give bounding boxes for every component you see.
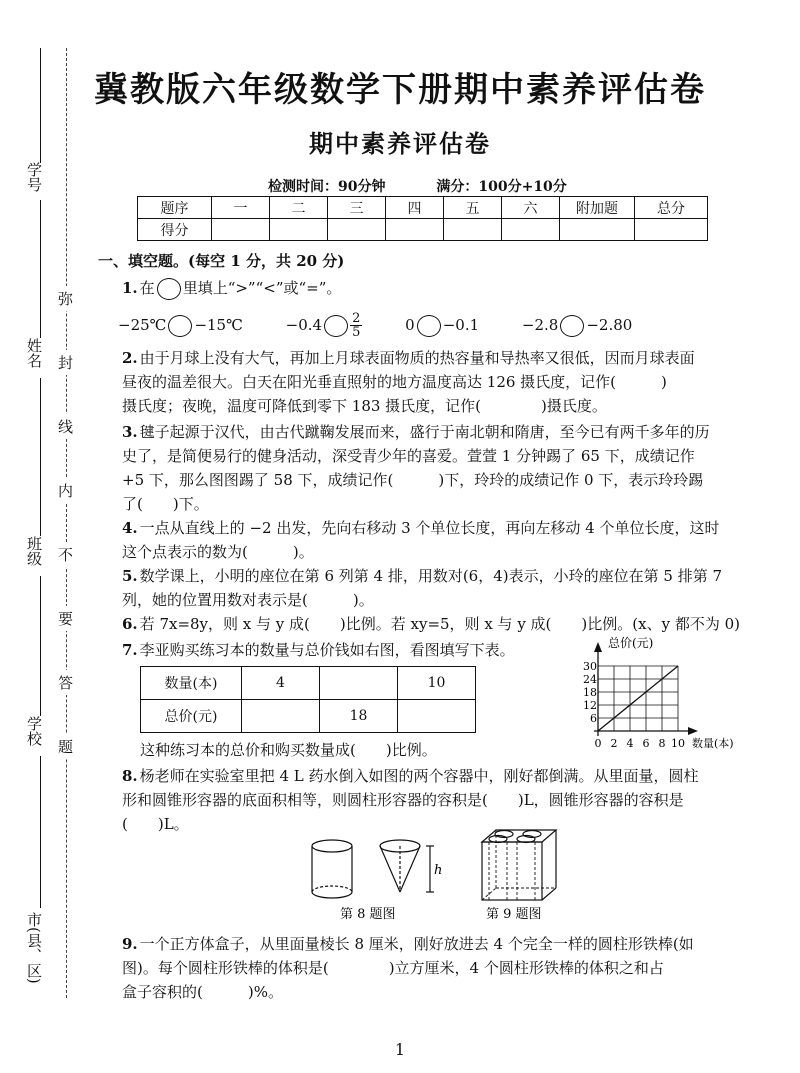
- question-line: 李亚购买练习本的数量与总价钱如右图，看图填写下表。: [139, 641, 515, 659]
- question-number: 9.: [122, 935, 138, 953]
- question-line: 昼夜的温差很大。白天在阳光垂直照射的地方温度高达 126 摄氏度，记作( ): [122, 373, 667, 391]
- q7-table: [140, 666, 476, 733]
- score-cell[interactable]: [502, 219, 560, 241]
- question-3: [122, 420, 762, 516]
- question-number: 6.: [122, 615, 138, 633]
- field-line: [40, 756, 41, 908]
- score-cell[interactable]: [635, 219, 708, 241]
- q1-item-left: −2.8: [521, 315, 559, 334]
- table-cell: 数量(本): [141, 667, 242, 700]
- field-city: 市(县、区): [25, 912, 43, 984]
- q1-item: [285, 311, 363, 340]
- score-header-cell: 三: [328, 197, 386, 219]
- q8-caption: 第 8 题图: [340, 907, 396, 922]
- question-8: [122, 764, 762, 836]
- q7-graph: [578, 632, 750, 756]
- question-number: 7.: [122, 641, 138, 659]
- seal-char: 不: [58, 542, 73, 567]
- seal-dashed-line: [66, 48, 67, 998]
- question-line: 摄氏度；夜晚，温度可降低到零下 183 摄氏度，记作( )摄氏度。: [122, 397, 607, 415]
- cylinder-icon: [312, 840, 352, 852]
- table-cell[interactable]: [320, 667, 398, 700]
- answer-circle[interactable]: [324, 315, 348, 337]
- question-7: [122, 638, 582, 662]
- score-cell[interactable]: [386, 219, 444, 241]
- page-title: 冀教版六年级数学下册期中素养评估卷: [94, 70, 706, 110]
- table-cell: 4: [242, 667, 320, 700]
- question-9: [122, 932, 762, 1004]
- question-line: 列，她的位置用数对表示是( )。: [122, 591, 374, 609]
- score-header-cell: 五: [444, 197, 502, 219]
- question-line: 由于月球上没有大气，再加上月球表面物质的热容量和导热率又很低，因而月球表面: [139, 349, 695, 367]
- seal-char: 弥: [58, 286, 73, 311]
- score-header-cell: 四: [386, 197, 444, 219]
- table-row: [141, 667, 476, 700]
- cube-icon: [482, 830, 556, 900]
- score-header-cell: 一: [212, 197, 270, 219]
- table-cell[interactable]: [242, 700, 320, 733]
- field-student-id: 学号: [25, 162, 43, 192]
- question-line: 一个正方体盒子，从里面量棱长 8 厘米，刚好放进去 4 个完全一样的圆柱形铁棒(如: [139, 935, 694, 953]
- section-heading: 一、填空题。(每空 1 分，共 20 分): [98, 252, 345, 270]
- question-line: +5 下，那么图图踢了 58 下，成绩记作( )下，玲玲的成绩记作 0 下，表示玲玲踢: [122, 471, 704, 489]
- graph-ytick: 6: [590, 712, 597, 725]
- table-cell: 10: [398, 667, 476, 700]
- q9-caption: 第 9 题图: [486, 907, 542, 922]
- field-line: [40, 378, 41, 536]
- graph-xlabel: 数量(本): [692, 737, 734, 750]
- question-line: 盒子容积的( )%。: [122, 983, 283, 1001]
- question-line: 杨老师在实验室里把 4 L 药水倒入如图的两个容器中，刚好都倒满。从里面量，圆柱: [139, 767, 699, 785]
- question-line: 史了，是简便易行的健身活动，深受青少年的喜爱。萱萱 1 分钟踢了 65 下，成绩记作: [122, 447, 695, 465]
- score-table-header-row: [138, 197, 708, 219]
- question-number: 8.: [122, 767, 138, 785]
- fraction-numerator: 2: [352, 311, 361, 326]
- score-cell[interactable]: [444, 219, 502, 241]
- q1-text-b: 里填上“>”“<”或“=”。: [182, 279, 342, 297]
- exam-meta: [268, 176, 613, 196]
- question-line: 了( )下。: [122, 495, 209, 513]
- score-table: [137, 196, 708, 241]
- question-number: 2.: [122, 349, 138, 367]
- q1-item-left: 0: [405, 315, 415, 334]
- question-line: ( )L。: [122, 815, 189, 833]
- page-number: 1: [394, 1040, 406, 1059]
- question-line: 毽子起源于汉代，由古代蹴鞠发展而来，盛行于南北朝和隋唐，至今已有两千多年的历: [139, 423, 710, 441]
- q1-item-right: −0.1: [442, 315, 480, 334]
- seal-char: 题: [58, 734, 73, 759]
- compare-circle-icon: [157, 278, 181, 300]
- graph-ylabel: 总价(元): [608, 636, 654, 650]
- q1-text-a: 在: [139, 279, 155, 297]
- graph-ytick: 18: [583, 686, 597, 699]
- score-header-cell: 二: [270, 197, 328, 219]
- question-line: 数学课上，小明的座位在第 6 列第 4 排，用数对(6，4)表示，小玲的座位在第 5 排第 7: [139, 567, 723, 585]
- table-cell[interactable]: [398, 700, 476, 733]
- fraction-denominator: 5: [352, 325, 361, 340]
- graph-ytick: 24: [583, 673, 597, 686]
- q1-item: [405, 316, 479, 334]
- q1-item: [522, 316, 632, 334]
- question-number: 4.: [122, 519, 138, 537]
- question-1: [122, 276, 762, 300]
- question-line: 若 7x=8y，则 x 与 y 成( )比例。若 xy=5，则 x 与 y 成( )比例。(x、y 都不为 0): [139, 615, 740, 633]
- score-header-cell: 附加题: [560, 197, 635, 219]
- field-school: 学校: [25, 716, 43, 746]
- answer-circle[interactable]: [560, 315, 584, 337]
- score-header-cell: 六: [502, 197, 560, 219]
- score-cell[interactable]: [328, 219, 386, 241]
- q1-item-left: −25℃: [118, 315, 167, 334]
- graph-ytick: 12: [583, 699, 597, 712]
- exam-full-score: 满分：100分+10分: [436, 179, 567, 195]
- table-cell: 总价(元): [141, 700, 242, 733]
- question-number: 1.: [122, 279, 138, 297]
- score-table-score-row: [138, 219, 708, 241]
- graph-xtick: 0: [594, 737, 602, 750]
- exam-time: 检测时间：90分钟: [268, 179, 386, 195]
- fraction: [350, 312, 362, 339]
- q1-item: [118, 316, 243, 334]
- score-header-cell: 总分: [635, 197, 708, 219]
- graph-xtick: 6: [642, 737, 650, 750]
- table-cell: 18: [320, 700, 398, 733]
- height-label: h: [434, 863, 443, 878]
- graph-ytick: 30: [583, 660, 597, 673]
- seal-char: 线: [58, 414, 73, 439]
- page-subtitle: 期中素养评估卷: [309, 129, 491, 158]
- question-number: 5.: [122, 567, 138, 585]
- seal-char: 内: [58, 478, 73, 503]
- question-4: [122, 516, 762, 564]
- graph-xtick: 4: [626, 737, 634, 750]
- field-class: 班级: [25, 536, 43, 566]
- seal-char: 要: [58, 606, 73, 631]
- field-line: [40, 576, 41, 716]
- question-line: 这个点表示的数为( )。: [122, 543, 314, 561]
- question-5: [122, 564, 762, 612]
- question-2: [122, 346, 762, 418]
- field-name: 姓名: [25, 338, 43, 368]
- field-line: [40, 200, 41, 338]
- score-header-cell: 题序: [138, 197, 212, 219]
- q8-figure: [300, 832, 450, 922]
- q1-item-right: −2.80: [586, 315, 633, 334]
- score-row-label: 得分: [138, 219, 212, 241]
- score-cell[interactable]: [560, 219, 635, 241]
- seal-char: 封: [58, 350, 73, 375]
- question-line: 形和圆锥形容器的底面积相等，则圆柱形容器的容积是( )L，圆锥形容器的容积是: [122, 791, 684, 809]
- q7-after: 这种练习本的总价和购买数量成( )比例。: [140, 741, 437, 759]
- graph-xtick: 2: [610, 737, 618, 750]
- answer-circle[interactable]: [168, 315, 192, 337]
- question-line: 一点从直线上的 −2 出发，先向右移动 3 个单位长度，再向左移动 4 个单位长度，这时: [139, 519, 720, 537]
- question-number: 3.: [122, 423, 138, 441]
- graph-xtick: 10: [671, 737, 685, 750]
- field-line: [40, 48, 41, 163]
- q1-item-right: −15℃: [194, 315, 243, 334]
- q1-item-left: −0.4: [285, 315, 323, 334]
- q1-items: [118, 312, 632, 339]
- score-cell[interactable]: [270, 219, 328, 241]
- table-row: [141, 700, 476, 733]
- question-line: 图)。每个圆柱形铁棒的体积是( )立方厘米，4 个圆柱形铁棒的体积之和占: [122, 959, 664, 977]
- answer-circle[interactable]: [417, 315, 441, 337]
- seal-char: 答: [58, 670, 73, 695]
- graph-xtick: 8: [658, 737, 666, 750]
- score-cell[interactable]: [212, 219, 270, 241]
- q9-figure: [476, 826, 576, 922]
